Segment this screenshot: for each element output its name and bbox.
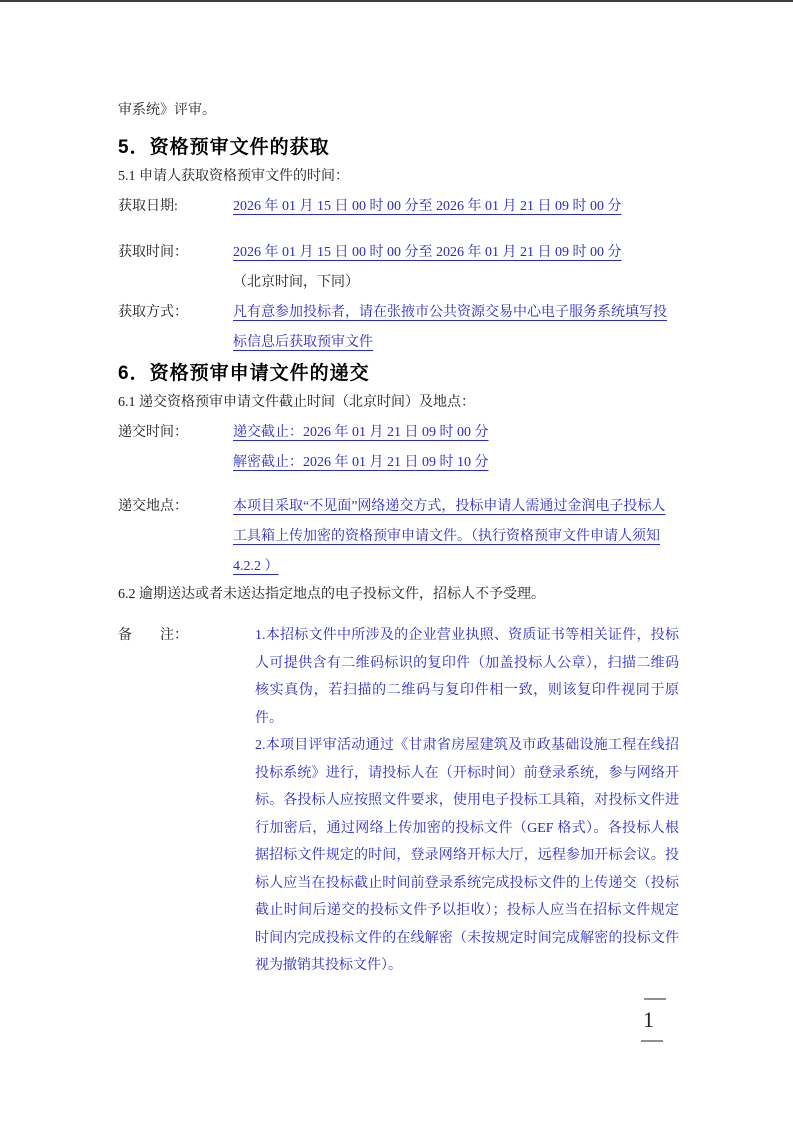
beijing-time-note: （北京时间，下同） bbox=[233, 275, 359, 290]
section5-heading: 5．资格预审文件的获取 bbox=[118, 137, 330, 158]
remarks-notes bbox=[255, 622, 679, 980]
field-row-acquire-time bbox=[118, 238, 679, 298]
page-top-edge bbox=[0, 0, 793, 2]
decrypt-deadline-value: 解密截止：2026 年 01 月 21 日 09 时 10 分 bbox=[233, 455, 489, 470]
intro-line: 审系统》评审。 bbox=[118, 103, 216, 118]
submit-place-value-col bbox=[233, 492, 677, 582]
acquire-date-value: 2026 年 01 月 15 日 00 时 00 分至 2026 年 01 月 21 日 09 时 00 分 bbox=[233, 199, 622, 214]
remarks-label: 备 注： bbox=[118, 628, 188, 643]
acquire-method-value: 凡有意参加投标者，请在张掖市公共资源交易中心电子服务系统填写投标信息后获取预审文件 bbox=[233, 305, 667, 350]
acquire-method-label: 获取方式： bbox=[118, 305, 188, 320]
page-number-dash-bottom bbox=[641, 1040, 663, 1042]
clause-6-2: 6.2 逾期送达或者未送达指定地点的电子投标文件，招标人不予受理。 bbox=[118, 587, 545, 602]
section5-subheading: 5.1 申请人获取资格预审文件的时间： bbox=[118, 169, 349, 184]
page-number-footer bbox=[641, 998, 667, 1042]
remarks-row bbox=[118, 622, 679, 980]
page-number: 1 bbox=[643, 1007, 654, 1032]
acquire-date-label: 获取日期: bbox=[118, 199, 178, 214]
submit-place-label: 递交地点： bbox=[118, 499, 188, 514]
remarks-note-2: 2.本项目评审活动通过《甘肃省房屋建筑及市政基础设施工程在线招投标系统》进行，请投标人在（开标时间）前登录系统，参与网络开标。各投标人应按照文件要求，使用电子投标工具箱，对投标文件进行加密后，通过网络上传加密的投标文件（GEF 格式）。各投标人根据招标文件规定的时间，登录网络开标大厅，远程参加开标会议。投标人应当在投标截止时间前登录系统完成投标文件的上传递交（投标截止时间后递交的投标文件予以拒收）；投标人应当在招标文件规定时间内完成投标文件的在线解密（未按规定时间完成解密的投标文件视为撤销其投标文件）。 bbox=[255, 738, 679, 973]
acquire-time-label: 获取时间： bbox=[118, 245, 188, 260]
section6-heading: 6．资格预审申请文件的递交 bbox=[118, 363, 370, 384]
acquire-time-value-col bbox=[233, 238, 677, 298]
submit-deadline-value: 递交截止：2026 年 01 月 21 日 09 时 00 分 bbox=[233, 425, 489, 440]
acquire-date-value-col bbox=[233, 192, 677, 222]
page-number-dash-top bbox=[644, 998, 666, 1000]
field-row-submit-place bbox=[118, 492, 679, 582]
submit-place-value: 本项目采取“不见面”网络递交方式，投标申请人需通过金润电子投标人工具箱上传加密的资格预审申请文件。（执行资格预审文件申请人须知 4.2.2 ） bbox=[233, 499, 666, 574]
acquire-method-value-col bbox=[233, 298, 677, 358]
submit-time-label: 递交时间： bbox=[118, 425, 188, 440]
remarks-note-1: 1.本招标文件中所涉及的企业营业执照、资质证书等相关证件，投标人可提供含有二维码标识的复印件（加盖投标人公章），扫描二维码核实真伪，若扫描的二维码与复印件相一致，则该复印件视同于原件。 bbox=[255, 628, 679, 726]
submit-time-value-col bbox=[233, 418, 677, 478]
field-row-acquire-date bbox=[118, 192, 679, 222]
acquire-time-value: 2026 年 01 月 15 日 00 时 00 分至 2026 年 01 月 21 日 09 时 00 分 bbox=[233, 245, 622, 260]
field-row-acquire-method bbox=[118, 298, 679, 358]
section6-subheading: 6.1 递交资格预审申请文件截止时间（北京时间）及地点： bbox=[118, 395, 475, 410]
field-row-submit-time bbox=[118, 418, 679, 478]
